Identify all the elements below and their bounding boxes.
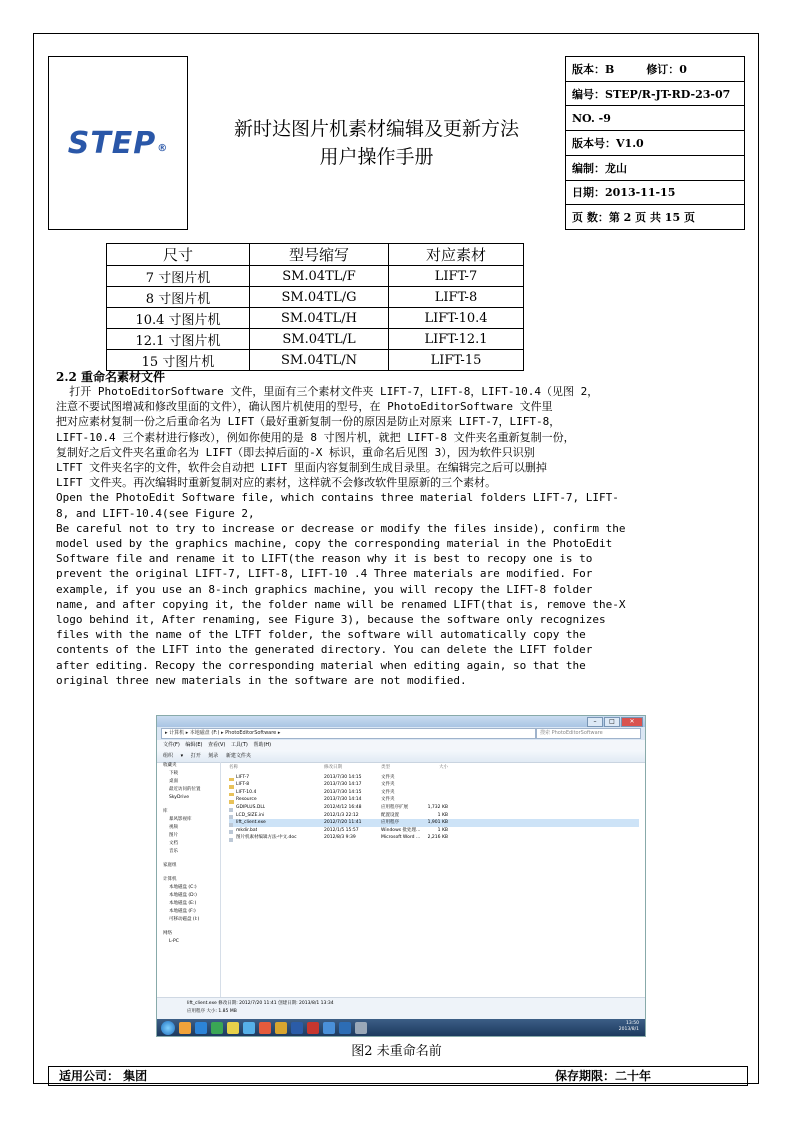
file-name: LIFT-8 — [236, 782, 250, 788]
body-line: example, if you use an 8-inch graphics machine, you will recopy the LIFT-8 folder — [56, 582, 593, 596]
address-input[interactable]: ▸ 计算机 ▸ 本地磁盘 (F:) ▸ PhotoEditorSoftware ▸ — [161, 728, 536, 739]
file-name: 图片机素材编辑方法-中文.doc — [236, 835, 297, 841]
word-icon[interactable] — [339, 1022, 351, 1034]
logo-cell — [48, 56, 188, 230]
figure-caption: 图2 未重命名前 — [351, 1044, 442, 1059]
footer-retention: 保存期限：二十年 — [555, 1069, 652, 1083]
search-input[interactable]: 搜索 PhotoEditorSoftware — [536, 728, 641, 739]
table-row — [107, 329, 524, 350]
doc-title-line1: 新时达图片机素材编辑及更新方法 — [233, 118, 519, 140]
file-type: 文件夹 — [381, 789, 395, 795]
detail-line: 应用程序 大小: 1.85 MB — [187, 1009, 237, 1014]
file-type: 应用程序 — [381, 820, 399, 826]
sidebar-item[interactable]: 桌面 — [169, 779, 178, 784]
file-type: 文件夹 — [381, 774, 395, 780]
table-row — [107, 350, 524, 371]
file-date: 2012/8/3 9:39 — [324, 835, 356, 841]
column-type[interactable]: 类型 — [381, 765, 390, 770]
close-icon[interactable]: ✕ — [621, 717, 643, 727]
body-line: LIFT-10.4 三个素材进行修改），例如你使用的是 8 寸图片机，就把 LIFT-8 文件夹名重新复制一份， — [56, 430, 575, 444]
body-line: logo behind it, After renaming, see Figure 3), because the software only recognizes — [56, 613, 606, 627]
table-cell: 10.4 寸图片机 — [107, 308, 250, 329]
minimize-icon[interactable]: – — [587, 717, 603, 727]
word-icon[interactable] — [291, 1022, 303, 1034]
file-type: 应用程序扩展 — [381, 804, 408, 810]
table-cell: SM.04TL/L — [250, 329, 389, 350]
sidebar-item[interactable]: 收藏夹 — [163, 763, 177, 768]
file-size — [426, 781, 448, 789]
file-size — [426, 796, 448, 804]
file-date: 2013/7/30 14:15 — [324, 789, 362, 795]
file-name: Resource — [236, 797, 257, 803]
table-header-row — [107, 244, 524, 266]
body-line: Open the PhotoEdit Software file, which contains three material folders LIFT-7, LIFT- — [56, 491, 619, 505]
explorer-screenshot — [156, 715, 646, 1037]
section-body — [56, 384, 746, 688]
body-line: 打开 PhotoEditorSoftware 文件，里面有三个素材文件夹 LIFT-7，LIFT-8，LIFT-10.4（见图 2， — [56, 385, 599, 398]
table-cell: SM.04TL/G — [250, 287, 389, 308]
file-date: 2012/7/20 11:41 — [324, 820, 362, 826]
table-row — [107, 287, 524, 308]
table-cell: LIFT-15 — [389, 350, 524, 371]
file-row[interactable] — [229, 789, 639, 797]
file-type: 配置设置 — [381, 812, 399, 818]
table-cell: LIFT-12.1 — [389, 329, 524, 350]
body-line: prevent the original LIFT-7, LIFT-8, LIFT-10 .4 Three materials are modified. For — [56, 567, 593, 581]
sidebar-item[interactable]: 视频 — [169, 825, 178, 830]
body-line: LTFT 文件夹名字的文件，软件会自动把 LIFT 里面内容复制到生成目录里。在编辑完之后可以删掉 — [56, 461, 547, 475]
explorer-address-bar — [157, 727, 645, 740]
file-icon — [229, 838, 233, 842]
explorer-titlebar — [157, 716, 645, 727]
sidebar-item[interactable]: 音乐 — [169, 849, 178, 854]
body-line: contents of the LIFT into the generated directory. You can delete the LIFT folder — [56, 643, 593, 657]
meta-code: 编号：STEP/R-JT-RD-23-07 — [566, 81, 745, 106]
file-date: 2012/4/12 16:48 — [324, 804, 362, 810]
file-type: Microsoft Word ... — [381, 835, 421, 841]
table-cell: 8 寸图片机 — [107, 287, 250, 308]
file-row[interactable] — [229, 796, 639, 804]
footer-company: 适用公司： 集团 — [59, 1069, 148, 1083]
table-cell: LIFT-7 — [389, 266, 524, 287]
file-row[interactable] — [229, 781, 639, 789]
header-cell: 尺寸 — [107, 244, 250, 266]
file-name: mkdir.bat — [236, 827, 258, 833]
file-row[interactable] — [229, 812, 639, 820]
sidebar-item[interactable]: 图片 — [169, 833, 178, 838]
body-line: 把对应素材复制一份之后重命名为 LIFT（最好重新复制一份的原因是防止对原来 LIFT-7，LIFT-8， — [56, 415, 561, 429]
file-size — [426, 789, 448, 797]
body-line: files with the name of the LTFT folder, the software will automatically copy the — [56, 628, 586, 642]
start-button-icon[interactable] — [161, 1021, 175, 1035]
taskbar-clock: 13:50 2013/8/1 — [618, 1021, 639, 1032]
file-date: 2013/7/30 14:17 — [324, 782, 362, 788]
file-name: LCD_SIZE.ini — [236, 812, 265, 818]
meta-version-no: 版本号：V1.0 — [566, 131, 745, 156]
sidebar-item[interactable]: SkyDrive — [169, 795, 189, 800]
explorer-menu-bar[interactable]: 文件(F) 编辑(E) 查看(V) 工具(T) 帮助(H) — [157, 740, 645, 750]
sidebar-item[interactable]: 家庭组 — [163, 863, 177, 868]
app-icon[interactable] — [259, 1022, 271, 1034]
file-size: 1 KB — [437, 827, 448, 833]
body-line: 注意不要试图增减和修改里面的文件），确认图片机使用的型号，在 PhotoEditorSoftware 文件里 — [56, 400, 553, 414]
table-cell: 15 寸图片机 — [107, 350, 250, 371]
step-logo: STEP® — [67, 125, 169, 161]
app-icon[interactable] — [179, 1022, 191, 1034]
file-type: 文件夹 — [381, 782, 395, 788]
folder-icon[interactable] — [227, 1022, 239, 1034]
browser-icon[interactable] — [195, 1022, 207, 1034]
sidebar-item[interactable]: 暴风影视库 — [169, 817, 192, 822]
body-line: Be careful not to try to increase or decrease or modify the files inside), confirm the — [56, 521, 626, 535]
app-icon[interactable] — [307, 1022, 319, 1034]
body-line: model used by the graphics machine, copy the corresponding material in the PhotoEdit — [56, 537, 613, 551]
detail-line: lift_client.exe 修改日期: 2012/7/20 11:41 创建日期: 2013/8/1 13:34 — [187, 1001, 334, 1006]
doc-title-line2: 用户操作手册 — [319, 146, 434, 168]
body-line: after editing. Recopy the corresponding material when editing again, so that the — [56, 658, 586, 672]
sidebar-item[interactable]: 本地磁盘 (E:) — [169, 901, 197, 906]
app-icon[interactable] — [355, 1022, 367, 1034]
meta-pages: 页 数：第 2 页 共 15 页 — [566, 205, 745, 230]
column-name[interactable]: 名称 — [229, 765, 238, 770]
taskbar — [157, 1019, 645, 1036]
sidebar-item[interactable]: 计算机 — [163, 877, 177, 882]
size-table — [106, 243, 524, 371]
section-heading: 2.2 重命名素材文件 — [56, 370, 166, 384]
body-line: 复制好之后文件夹名重命名为 LIFT（即去掉后面的-X 标识，重命名后见图 3），因为软件只识别 — [56, 445, 535, 459]
app-icon[interactable] — [211, 1022, 223, 1034]
table-row — [107, 308, 524, 329]
sidebar-item[interactable]: 本地磁盘 (F:) — [169, 909, 196, 914]
explorer-toolbar[interactable]: 组织 ▾ 打开 刻录 新建文件夹 — [157, 750, 645, 763]
file-size — [426, 774, 448, 782]
file-date: 2013/7/30 14:14 — [324, 797, 362, 803]
file-date: 2012/1/3 22:12 — [324, 812, 359, 818]
file-date: 2013/7/30 14:15 — [324, 774, 362, 780]
file-name: LIFT-10.4 — [236, 789, 257, 795]
meta-date: 日期：2013-11-15 — [566, 180, 745, 205]
body-line: original three new materials in the software are not modified. — [56, 673, 467, 687]
sidebar-item[interactable]: 网络 — [163, 931, 172, 936]
body-line: name, and after copying it, the folder name will be renamed LIFT(that is, remove the-X — [56, 597, 626, 611]
file-type: Windows 批处理... — [381, 827, 421, 833]
table-cell: LIFT-8 — [389, 287, 524, 308]
column-size[interactable]: 大小 — [439, 765, 448, 770]
header-cell: 型号缩写 — [250, 244, 389, 266]
body-line: Software file and rename it to LIFT(the reason why it is best to recopy one is to — [56, 552, 593, 566]
file-list-header — [229, 764, 639, 772]
explorer-details-pane — [157, 997, 645, 1021]
meta-author: 编制：龙山 — [566, 155, 745, 180]
file-row[interactable] — [229, 827, 639, 835]
sidebar-item[interactable]: 最近访问的位置 — [169, 787, 201, 792]
body-line: 8, and LIFT-10.4(see Figure 2, — [56, 506, 255, 520]
explorer-file-list — [229, 764, 639, 842]
file-row[interactable] — [229, 834, 639, 842]
file-name: GDIPLUS.DLL — [236, 804, 266, 810]
sidebar-item[interactable]: 本地磁盘 (D:) — [169, 893, 197, 898]
explorer-sidebar — [157, 762, 221, 997]
file-type: 文件夹 — [381, 797, 395, 803]
app-icon[interactable] — [243, 1022, 255, 1034]
table-cell: 7 寸图片机 — [107, 266, 250, 287]
maximize-icon[interactable]: □ — [604, 717, 620, 727]
file-size: 1,901 KB — [427, 820, 448, 826]
table-cell: SM.04TL/N — [250, 350, 389, 371]
file-name: lift_client.exe — [236, 820, 266, 826]
table-cell: LIFT-10.4 — [389, 308, 524, 329]
column-date[interactable]: 修改日期 — [324, 765, 342, 770]
sidebar-item[interactable]: 下载 — [169, 771, 178, 776]
file-date: 2012/1/5 15:57 — [324, 827, 359, 833]
file-row[interactable] — [229, 774, 639, 782]
document-header — [48, 56, 745, 230]
table-cell: SM.04TL/H — [250, 308, 389, 329]
header-cell: 对应素材 — [389, 244, 524, 266]
document-footer — [48, 1066, 748, 1086]
file-size: 1,732 KB — [427, 804, 448, 810]
sidebar-item[interactable]: 库 — [163, 809, 168, 814]
file-name: LIFT-7 — [236, 774, 250, 780]
table-cell: 12.1 寸图片机 — [107, 329, 250, 350]
sidebar-item[interactable]: 文档 — [169, 841, 178, 846]
doc-meta-table — [565, 56, 745, 230]
file-row[interactable] — [229, 819, 639, 827]
title-cell — [188, 56, 565, 230]
sidebar-item[interactable]: L-PC — [169, 939, 179, 944]
meta-version: 版本：B 修订：0 — [566, 57, 745, 82]
file-row[interactable] — [229, 804, 639, 812]
meta-no: NO. -9 — [566, 106, 745, 131]
file-size: 1 KB — [437, 812, 448, 818]
sidebar-item[interactable]: 可移动磁盘 (I:) — [169, 917, 200, 922]
table-cell: SM.04TL/F — [250, 266, 389, 287]
table-row — [107, 266, 524, 287]
file-size: 2,216 KB — [427, 835, 448, 841]
app-icon[interactable] — [323, 1022, 335, 1034]
sidebar-item[interactable]: 本地磁盘 (C:) — [169, 885, 197, 890]
app-icon[interactable] — [275, 1022, 287, 1034]
body-line: LIFT 文件夹。再次编辑时重新复制对应的素材，这样就不会修改软件里原新的三个素材。 — [56, 476, 497, 490]
